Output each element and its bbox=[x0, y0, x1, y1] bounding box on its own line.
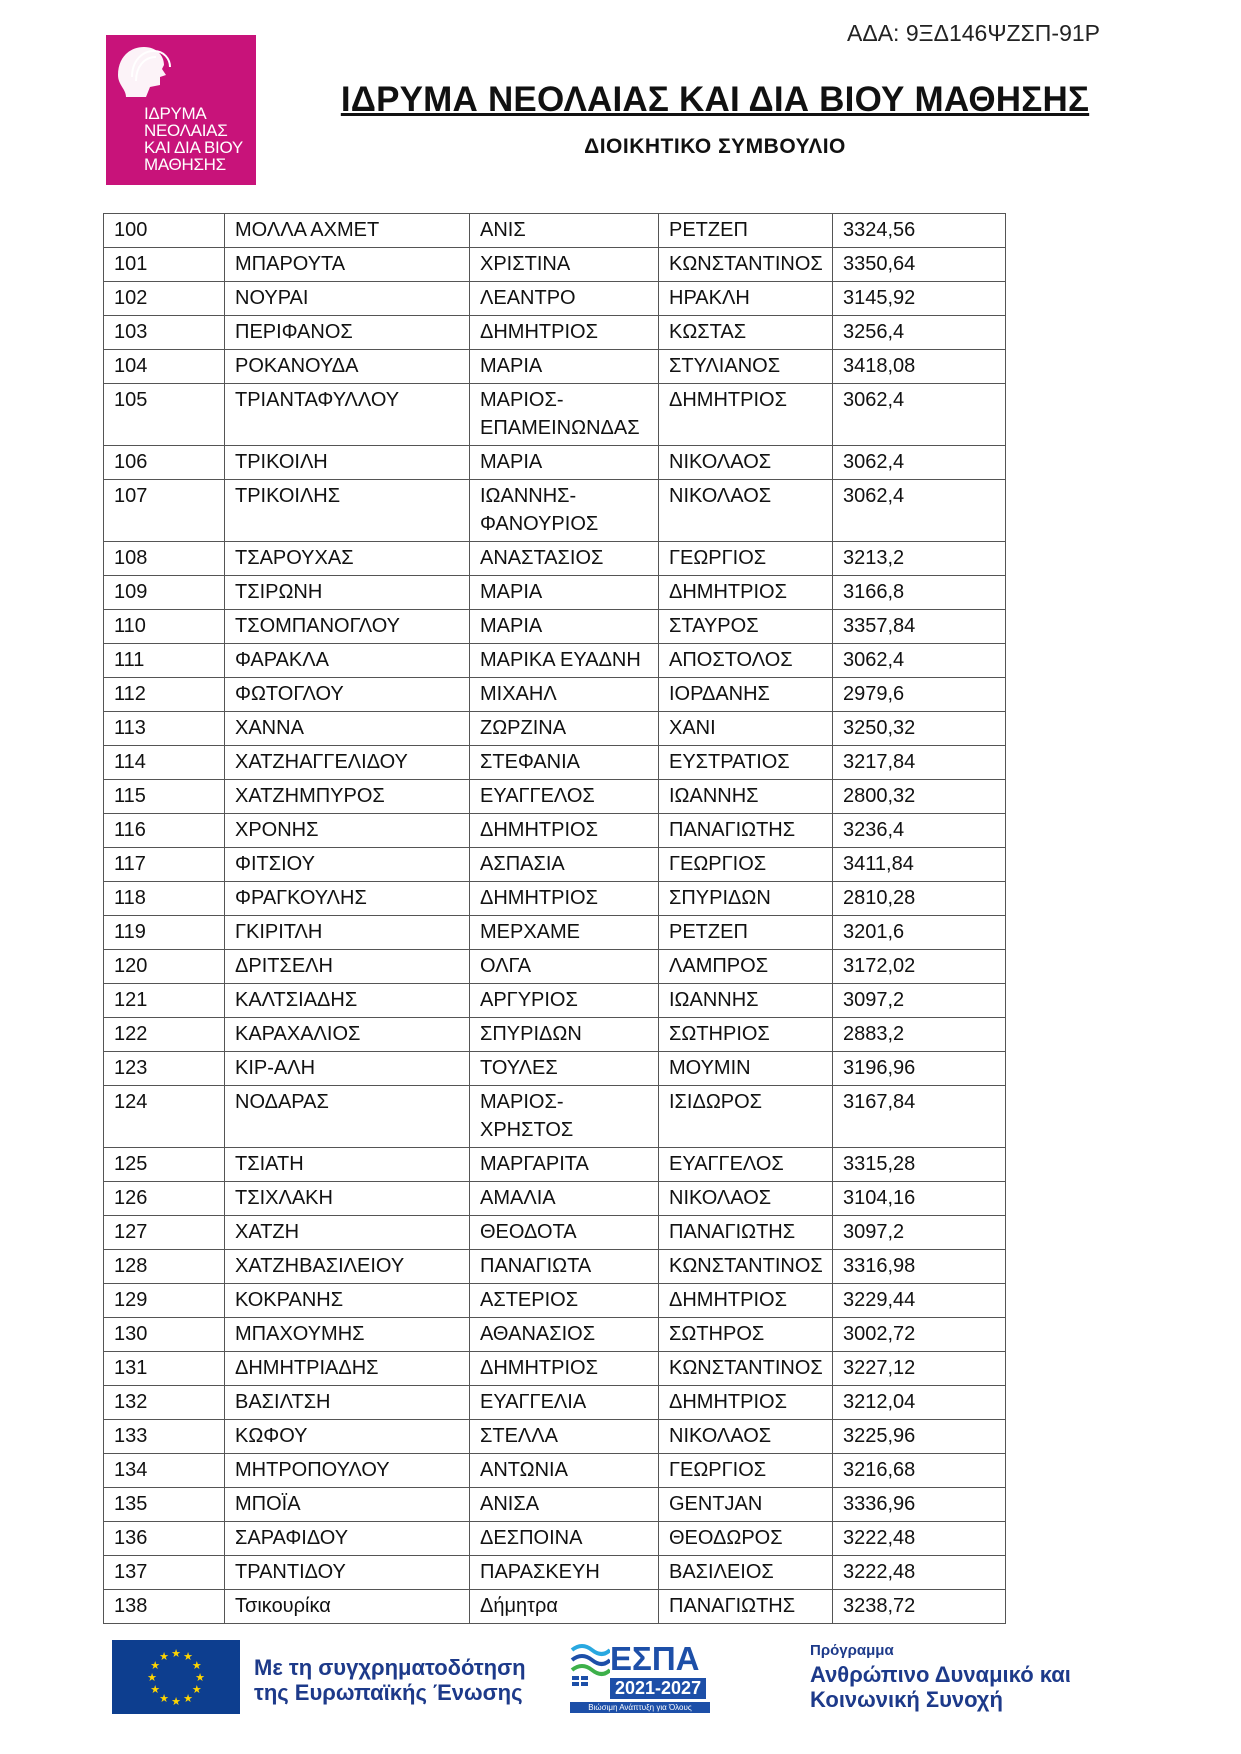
amount-cell: 3411,84 bbox=[833, 848, 1006, 882]
row-number-cell: 128 bbox=[104, 1250, 225, 1284]
eu-star-icon: ★ bbox=[183, 1692, 193, 1705]
table-row bbox=[104, 644, 1006, 678]
row-number-cell: 103 bbox=[104, 316, 225, 350]
row-number-cell: 108 bbox=[104, 542, 225, 576]
amount-cell: 3225,96 bbox=[833, 1420, 1006, 1454]
surname-cell: ΜΠΑΡΟΥΤΑ bbox=[225, 248, 470, 282]
table-row bbox=[104, 316, 1006, 350]
first-name-cell: ΕΥΑΓΓΕΛΙΑ bbox=[470, 1386, 659, 1420]
first-name-cell: ΑΣΤΕΡΙΟΣ bbox=[470, 1284, 659, 1318]
first-name-cell: ΣΤΕΦΑΝΙΑ bbox=[470, 746, 659, 780]
row-number-cell: 111 bbox=[104, 644, 225, 678]
father-name-cell: ΚΩΝΣΤΑΝΤΙΝΟΣ bbox=[659, 1250, 833, 1284]
surname-cell: ΤΡΙΑΝΤΑΦΥΛΛΟΥ bbox=[225, 384, 470, 446]
first-name-cell: ΠΑΝΑΓΙΩΤΑ bbox=[470, 1250, 659, 1284]
father-name-cell: ΓΕΩΡΓΙΟΣ bbox=[659, 542, 833, 576]
eu-star-icon: ★ bbox=[195, 1672, 205, 1684]
father-name-cell: ΔΗΜΗΤΡΙΟΣ bbox=[659, 576, 833, 610]
row-number-cell: 114 bbox=[104, 746, 225, 780]
table-row bbox=[104, 1420, 1006, 1454]
amount-cell: 3104,16 bbox=[833, 1182, 1006, 1216]
amount-cell: 3216,68 bbox=[833, 1454, 1006, 1488]
row-number-cell: 135 bbox=[104, 1488, 225, 1522]
first-name-cell: ΑΝΑΣΤΑΣΙΟΣ bbox=[470, 542, 659, 576]
surname-cell: ΤΣΙΧΛΑΚΗ bbox=[225, 1182, 470, 1216]
eu-star-icon: ★ bbox=[150, 1684, 161, 1696]
table-row bbox=[104, 446, 1006, 480]
table-row bbox=[104, 1148, 1006, 1182]
surname-cell: ΒΑΣΙΛΤΣΗ bbox=[225, 1386, 470, 1420]
program-name: Ανθρώπινο Δυναμικό και Κοινωνική Συνοχή bbox=[810, 1662, 1071, 1712]
first-name-cell: ΛΕΑΝΤΡΟ bbox=[470, 282, 659, 316]
row-number-cell: 117 bbox=[104, 848, 225, 882]
eu-cofunding-text: Με τη συγχρηματοδότηση της Ευρωπαϊκής Ένωσης bbox=[254, 1655, 526, 1705]
first-name-cell: ΖΩΡΖΙΝΑ bbox=[470, 712, 659, 746]
row-number-cell: 112 bbox=[104, 678, 225, 712]
father-name-cell: ΣΩΤΗΡΙΟΣ bbox=[659, 1018, 833, 1052]
row-number-cell: 115 bbox=[104, 780, 225, 814]
amount-cell: 3196,96 bbox=[833, 1052, 1006, 1086]
amount-cell: 3250,32 bbox=[833, 712, 1006, 746]
table-row bbox=[104, 1052, 1006, 1086]
beneficiaries-table bbox=[103, 213, 1006, 1624]
father-name-cell: ΧΑΝΙ bbox=[659, 712, 833, 746]
surname-cell: ΤΣΟΜΠΑΝΟΓΛΟΥ bbox=[225, 610, 470, 644]
father-name-cell: ΣΤΥΛΙΑΝΟΣ bbox=[659, 350, 833, 384]
foundation-logo bbox=[106, 35, 256, 185]
surname-cell: ΜΠΟΪΑ bbox=[225, 1488, 470, 1522]
profile-heads-icon bbox=[112, 41, 172, 103]
table-row bbox=[104, 1216, 1006, 1250]
row-number-cell: 120 bbox=[104, 950, 225, 984]
father-name-cell: ΙΣΙΔΩΡΟΣ bbox=[659, 1086, 833, 1148]
amount-cell: 3350,64 bbox=[833, 248, 1006, 282]
father-name-cell: ΚΩΣΤΑΣ bbox=[659, 316, 833, 350]
amount-cell: 3256,4 bbox=[833, 316, 1006, 350]
table-row bbox=[104, 1018, 1006, 1052]
surname-cell: ΜΟΛΛΑ ΑΧΜΕΤ bbox=[225, 214, 470, 248]
father-name-cell: ΑΠΟΣΤΟΛΟΣ bbox=[659, 644, 833, 678]
father-name-cell: ΡΕΤΖΕΠ bbox=[659, 214, 833, 248]
row-number-cell: 100 bbox=[104, 214, 225, 248]
eu-star-icon: ★ bbox=[159, 1651, 169, 1664]
father-name-cell: ΠΑΝΑΓΙΩΤΗΣ bbox=[659, 1216, 833, 1250]
row-number-cell: 122 bbox=[104, 1018, 225, 1052]
surname-cell: ΜΠΑΧΟΥΜΗΣ bbox=[225, 1318, 470, 1352]
father-name-cell: GENTJAN bbox=[659, 1488, 833, 1522]
amount-cell: 3236,4 bbox=[833, 814, 1006, 848]
row-number-cell: 129 bbox=[104, 1284, 225, 1318]
amount-cell: 3418,08 bbox=[833, 350, 1006, 384]
amount-cell: 3145,92 bbox=[833, 282, 1006, 316]
surname-cell: ΤΣΑΡΟΥΧΑΣ bbox=[225, 542, 470, 576]
first-name-cell: ΜΑΡΙΑ bbox=[470, 610, 659, 644]
amount-cell: 3062,4 bbox=[833, 644, 1006, 678]
amount-cell: 2979,6 bbox=[833, 678, 1006, 712]
surname-cell: ΤΣΙΡΩΝΗ bbox=[225, 576, 470, 610]
surname-cell: ΦΙΤΣΙΟΥ bbox=[225, 848, 470, 882]
amount-cell: 3097,2 bbox=[833, 984, 1006, 1018]
amount-cell: 3201,6 bbox=[833, 916, 1006, 950]
first-name-cell: ΧΡΙΣΤΙΝΑ bbox=[470, 248, 659, 282]
surname-cell: ΧΑΝΝΑ bbox=[225, 712, 470, 746]
surname-cell: Τσικουρίκα bbox=[225, 1590, 470, 1624]
first-name-cell: ΔΗΜΗΤΡΙΟΣ bbox=[470, 814, 659, 848]
father-name-cell: ΝΙΚΟΛΑΟΣ bbox=[659, 1420, 833, 1454]
table-row bbox=[104, 984, 1006, 1018]
amount-cell: 3062,4 bbox=[833, 384, 1006, 446]
table-row bbox=[104, 480, 1006, 542]
surname-cell: ΚΙΡ-ΑΛΗ bbox=[225, 1052, 470, 1086]
table-row bbox=[104, 1454, 1006, 1488]
table-row bbox=[104, 1488, 1006, 1522]
surname-cell: ΦΩΤΟΓΛΟΥ bbox=[225, 678, 470, 712]
row-number-cell: 130 bbox=[104, 1318, 225, 1352]
first-name-cell: ΑΜΑΛΙΑ bbox=[470, 1182, 659, 1216]
table-row bbox=[104, 610, 1006, 644]
first-name-cell: ΑΝΤΩΝΙΑ bbox=[470, 1454, 659, 1488]
table-row bbox=[104, 576, 1006, 610]
amount-cell: 3217,84 bbox=[833, 746, 1006, 780]
father-name-cell: ΙΟΡΔΑΝΗΣ bbox=[659, 678, 833, 712]
father-name-cell: ΕΥΑΓΓΕΛΟΣ bbox=[659, 1148, 833, 1182]
surname-cell: ΔΗΜΗΤΡΙΑΔΗΣ bbox=[225, 1352, 470, 1386]
table-row bbox=[104, 1250, 1006, 1284]
amount-cell: 3062,4 bbox=[833, 446, 1006, 480]
surname-cell: ΝΟΥΡΑΙ bbox=[225, 282, 470, 316]
table-row bbox=[104, 1556, 1006, 1590]
row-number-cell: 125 bbox=[104, 1148, 225, 1182]
table-row bbox=[104, 1182, 1006, 1216]
first-name-cell: ΔΕΣΠΟΙΝΑ bbox=[470, 1522, 659, 1556]
eu-star-icon: ★ bbox=[171, 1648, 181, 1660]
father-name-cell: ΔΗΜΗΤΡΙΟΣ bbox=[659, 384, 833, 446]
surname-cell: ΧΑΤΖΗ bbox=[225, 1216, 470, 1250]
row-number-cell: 109 bbox=[104, 576, 225, 610]
table-row bbox=[104, 214, 1006, 248]
eu-star-icon: ★ bbox=[191, 1684, 202, 1696]
row-number-cell: 105 bbox=[104, 384, 225, 446]
surname-cell: ΠΕΡΙΦΑΝΟΣ bbox=[225, 316, 470, 350]
espa-waves-icon bbox=[570, 1640, 610, 1686]
amount-cell: 3316,98 bbox=[833, 1250, 1006, 1284]
first-name-cell: ΜΑΡΓΑΡΙΤΑ bbox=[470, 1148, 659, 1182]
row-number-cell: 119 bbox=[104, 916, 225, 950]
first-name-cell: ΙΩΑΝΝΗΣ-ΦΑΝΟΥΡΙΟΣ bbox=[470, 480, 659, 542]
row-number-cell: 106 bbox=[104, 446, 225, 480]
first-name-cell: ΜΑΡΙΑ bbox=[470, 446, 659, 480]
table-row bbox=[104, 1386, 1006, 1420]
row-number-cell: 123 bbox=[104, 1052, 225, 1086]
table-row bbox=[104, 1086, 1006, 1148]
first-name-cell: ΠΑΡΑΣΚΕΥΗ bbox=[470, 1556, 659, 1590]
amount-cell: 3222,48 bbox=[833, 1556, 1006, 1590]
row-number-cell: 137 bbox=[104, 1556, 225, 1590]
father-name-cell: ΣΠΥΡΙΔΩΝ bbox=[659, 882, 833, 916]
table-row bbox=[104, 950, 1006, 984]
row-number-cell: 138 bbox=[104, 1590, 225, 1624]
table-row bbox=[104, 916, 1006, 950]
table-row bbox=[104, 1284, 1006, 1318]
row-number-cell: 136 bbox=[104, 1522, 225, 1556]
amount-cell: 3172,02 bbox=[833, 950, 1006, 984]
surname-cell: ΧΑΤΖΗΒΑΣΙΛΕΙΟΥ bbox=[225, 1250, 470, 1284]
first-name-cell: ΑΝΙΣ bbox=[470, 214, 659, 248]
row-number-cell: 124 bbox=[104, 1086, 225, 1148]
table-row bbox=[104, 746, 1006, 780]
first-name-cell: ΜΑΡΙΑ bbox=[470, 576, 659, 610]
table-row bbox=[104, 542, 1006, 576]
table-row bbox=[104, 1590, 1006, 1624]
row-number-cell: 101 bbox=[104, 248, 225, 282]
surname-cell: ΣΑΡΑΦΙΔΟΥ bbox=[225, 1522, 470, 1556]
first-name-cell: ΑΘΑΝΑΣΙΟΣ bbox=[470, 1318, 659, 1352]
surname-cell: ΤΣΙΑΤΗ bbox=[225, 1148, 470, 1182]
row-number-cell: 118 bbox=[104, 882, 225, 916]
ada-code: ΑΔΑ: 9ΞΔ146ΨΖΣΠ-91Ρ bbox=[847, 20, 1100, 46]
first-name-cell: ΘΕΟΔΟΤΑ bbox=[470, 1216, 659, 1250]
table-row bbox=[104, 848, 1006, 882]
row-number-cell: 102 bbox=[104, 282, 225, 316]
surname-cell: ΦΡΑΓΚΟΥΛΗΣ bbox=[225, 882, 470, 916]
father-name-cell: ΛΑΜΠΡΟΣ bbox=[659, 950, 833, 984]
amount-cell: 3213,2 bbox=[833, 542, 1006, 576]
eu-star-icon: ★ bbox=[150, 1660, 161, 1672]
program-label: Πρόγραμμα bbox=[810, 1642, 894, 1659]
first-name-cell: ΤΟΥΛΕΣ bbox=[470, 1052, 659, 1086]
first-name-cell: ΜΙΧΑΗΛ bbox=[470, 678, 659, 712]
father-name-cell: ΠΑΝΑΓΙΩΤΗΣ bbox=[659, 1590, 833, 1624]
surname-cell: ΝΟΔΑΡΑΣ bbox=[225, 1086, 470, 1148]
surname-cell: ΜΗΤΡΟΠΟΥΛΟΥ bbox=[225, 1454, 470, 1488]
amount-cell: 3336,96 bbox=[833, 1488, 1006, 1522]
father-name-cell: ΓΕΩΡΓΙΟΣ bbox=[659, 1454, 833, 1488]
surname-cell: ΚΑΡΑΧΑΛΙΟΣ bbox=[225, 1018, 470, 1052]
surname-cell: ΓΚΙΡΙΤΛΗ bbox=[225, 916, 470, 950]
father-name-cell: ΣΩΤΗΡΟΣ bbox=[659, 1318, 833, 1352]
eu-star-icon: ★ bbox=[147, 1672, 157, 1684]
first-name-cell: ΔΗΜΗΤΡΙΟΣ bbox=[470, 1352, 659, 1386]
father-name-cell: ΝΙΚΟΛΑΟΣ bbox=[659, 1182, 833, 1216]
surname-cell: ΚΑΛΤΣΙΑΔΗΣ bbox=[225, 984, 470, 1018]
first-name-cell: ΜΑΡΙΟΣ-ΕΠΑΜΕΙΝΩΝΔΑΣ bbox=[470, 384, 659, 446]
amount-cell: 3357,84 bbox=[833, 610, 1006, 644]
footer-logos bbox=[0, 1640, 1241, 1730]
father-name-cell: ΕΥΣΤΡΑΤΙΟΣ bbox=[659, 746, 833, 780]
father-name-cell: ΣΤΑΥΡΟΣ bbox=[659, 610, 833, 644]
surname-cell: ΧΑΤΖΗΑΓΓΕΛΙΔΟΥ bbox=[225, 746, 470, 780]
first-name-cell: ΔΗΜΗΤΡΙΟΣ bbox=[470, 316, 659, 350]
first-name-cell: Δήμητρα bbox=[470, 1590, 659, 1624]
surname-cell: ΦΑΡΑΚΛΑ bbox=[225, 644, 470, 678]
father-name-cell: ΝΙΚΟΛΑΟΣ bbox=[659, 480, 833, 542]
amount-cell: 3167,84 bbox=[833, 1086, 1006, 1148]
table-row bbox=[104, 350, 1006, 384]
first-name-cell: ΜΕΡΧΑΜΕ bbox=[470, 916, 659, 950]
first-name-cell: ΜΑΡΙΚΑ ΕΥΑΔΝΗ bbox=[470, 644, 659, 678]
first-name-cell: ΔΗΜΗΤΡΙΟΣ bbox=[470, 882, 659, 916]
eu-star-icon: ★ bbox=[183, 1651, 193, 1664]
eu-star-icon: ★ bbox=[191, 1660, 202, 1672]
surname-cell: ΤΡΙΚΟΙΛΗ bbox=[225, 446, 470, 480]
espa-name: ΕΣΠΑ bbox=[610, 1640, 700, 1677]
table-row bbox=[104, 384, 1006, 446]
amount-cell: 3002,72 bbox=[833, 1318, 1006, 1352]
logo-text: ΙΔΡΥΜΑ ΝΕΟΛΑΙΑΣ ΚΑΙ ΔΙΑ ΒΙΟΥ ΜΑΘΗΣΗΣ bbox=[144, 104, 243, 174]
table-row bbox=[104, 814, 1006, 848]
row-number-cell: 113 bbox=[104, 712, 225, 746]
table-row bbox=[104, 1318, 1006, 1352]
amount-cell: 3324,56 bbox=[833, 214, 1006, 248]
amount-cell: 3062,4 bbox=[833, 480, 1006, 542]
father-name-cell: ΡΕΤΖΕΠ bbox=[659, 916, 833, 950]
table-row bbox=[104, 712, 1006, 746]
espa-slogan: Βιώσιμη Ανάπτυξη για Όλους bbox=[570, 1702, 710, 1713]
row-number-cell: 127 bbox=[104, 1216, 225, 1250]
amount-cell: 3097,2 bbox=[833, 1216, 1006, 1250]
amount-cell: 3212,04 bbox=[833, 1386, 1006, 1420]
father-name-cell: ΙΩΑΝΝΗΣ bbox=[659, 984, 833, 1018]
first-name-cell: ΑΡΓΥΡΙΟΣ bbox=[470, 984, 659, 1018]
eu-star-icon: ★ bbox=[171, 1696, 181, 1708]
first-name-cell: ΑΝΙΣΑ bbox=[470, 1488, 659, 1522]
father-name-cell: ΜΟΥΜΙΝ bbox=[659, 1052, 833, 1086]
surname-cell: ΤΡΑΝΤΙΔΟΥ bbox=[225, 1556, 470, 1590]
first-name-cell: ΣΠΥΡΙΔΩΝ bbox=[470, 1018, 659, 1052]
page-subtitle: ΔΙΟΙΚΗΤΙΚΟ ΣΥΜΒΟΥΛΙΟ bbox=[584, 135, 846, 158]
eu-star-icon: ★ bbox=[159, 1692, 169, 1705]
amount-cell: 3166,8 bbox=[833, 576, 1006, 610]
table-row bbox=[104, 780, 1006, 814]
surname-cell: ΚΩΦΟΥ bbox=[225, 1420, 470, 1454]
table-row bbox=[104, 248, 1006, 282]
first-name-cell: ΕΥΑΓΓΕΛΟΣ bbox=[470, 780, 659, 814]
amount-cell: 3229,44 bbox=[833, 1284, 1006, 1318]
father-name-cell: ΝΙΚΟΛΑΟΣ bbox=[659, 446, 833, 480]
row-number-cell: 107 bbox=[104, 480, 225, 542]
father-name-cell: ΠΑΝΑΓΙΩΤΗΣ bbox=[659, 814, 833, 848]
page-title: ΙΔΡΥΜΑ ΝΕΟΛΑΙΑΣ ΚΑΙ ΔΙΑ ΒΙΟΥ ΜΑΘΗΣΗΣ bbox=[340, 80, 1090, 119]
row-number-cell: 126 bbox=[104, 1182, 225, 1216]
table-row bbox=[104, 882, 1006, 916]
father-name-cell: ΒΑΣΙΛΕΙΟΣ bbox=[659, 1556, 833, 1590]
father-name-cell: ΔΗΜΗΤΡΙΟΣ bbox=[659, 1284, 833, 1318]
row-number-cell: 110 bbox=[104, 610, 225, 644]
first-name-cell: ΑΣΠΑΣΙΑ bbox=[470, 848, 659, 882]
table-row bbox=[104, 1352, 1006, 1386]
table-row bbox=[104, 678, 1006, 712]
surname-cell: ΔΡΙΤΣΕΛΗ bbox=[225, 950, 470, 984]
surname-cell: ΤΡΙΚΟΙΛΗΣ bbox=[225, 480, 470, 542]
row-number-cell: 104 bbox=[104, 350, 225, 384]
amount-cell: 3227,12 bbox=[833, 1352, 1006, 1386]
row-number-cell: 133 bbox=[104, 1420, 225, 1454]
amount-cell: 2883,2 bbox=[833, 1018, 1006, 1052]
row-number-cell: 116 bbox=[104, 814, 225, 848]
row-number-cell: 121 bbox=[104, 984, 225, 1018]
espa-years: 2021-2027 bbox=[610, 1678, 706, 1699]
father-name-cell: ΓΕΩΡΓΙΟΣ bbox=[659, 848, 833, 882]
father-name-cell: ΚΩΝΣΤΑΝΤΙΝΟΣ bbox=[659, 1352, 833, 1386]
amount-cell: 2800,32 bbox=[833, 780, 1006, 814]
surname-cell: ΧΑΤΖΗΜΠΥΡΟΣ bbox=[225, 780, 470, 814]
row-number-cell: 134 bbox=[104, 1454, 225, 1488]
amount-cell: 3222,48 bbox=[833, 1522, 1006, 1556]
eu-flag-icon bbox=[112, 1640, 240, 1714]
surname-cell: ΚΟΚΡΑΝΗΣ bbox=[225, 1284, 470, 1318]
table-row bbox=[104, 1522, 1006, 1556]
amount-cell: 2810,28 bbox=[833, 882, 1006, 916]
surname-cell: ΧΡΟΝΗΣ bbox=[225, 814, 470, 848]
surname-cell: ΡΟΚΑΝΟΥΔΑ bbox=[225, 350, 470, 384]
table-row bbox=[104, 282, 1006, 316]
first-name-cell: ΟΛΓΑ bbox=[470, 950, 659, 984]
row-number-cell: 131 bbox=[104, 1352, 225, 1386]
father-name-cell: ΗΡΑΚΛΗ bbox=[659, 282, 833, 316]
amount-cell: 3315,28 bbox=[833, 1148, 1006, 1182]
father-name-cell: ΚΩΝΣΤΑΝΤΙΝΟΣ bbox=[659, 248, 833, 282]
father-name-cell: ΔΗΜΗΤΡΙΟΣ bbox=[659, 1386, 833, 1420]
first-name-cell: ΣΤΕΛΛΑ bbox=[470, 1420, 659, 1454]
father-name-cell: ΘΕΟΔΩΡΟΣ bbox=[659, 1522, 833, 1556]
espa-logo bbox=[570, 1640, 720, 1718]
father-name-cell: ΙΩΑΝΝΗΣ bbox=[659, 780, 833, 814]
first-name-cell: ΜΑΡΙΑ bbox=[470, 350, 659, 384]
first-name-cell: ΜΑΡΙΟΣ-ΧΡΗΣΤΟΣ bbox=[470, 1086, 659, 1148]
amount-cell: 3238,72 bbox=[833, 1590, 1006, 1624]
row-number-cell: 132 bbox=[104, 1386, 225, 1420]
